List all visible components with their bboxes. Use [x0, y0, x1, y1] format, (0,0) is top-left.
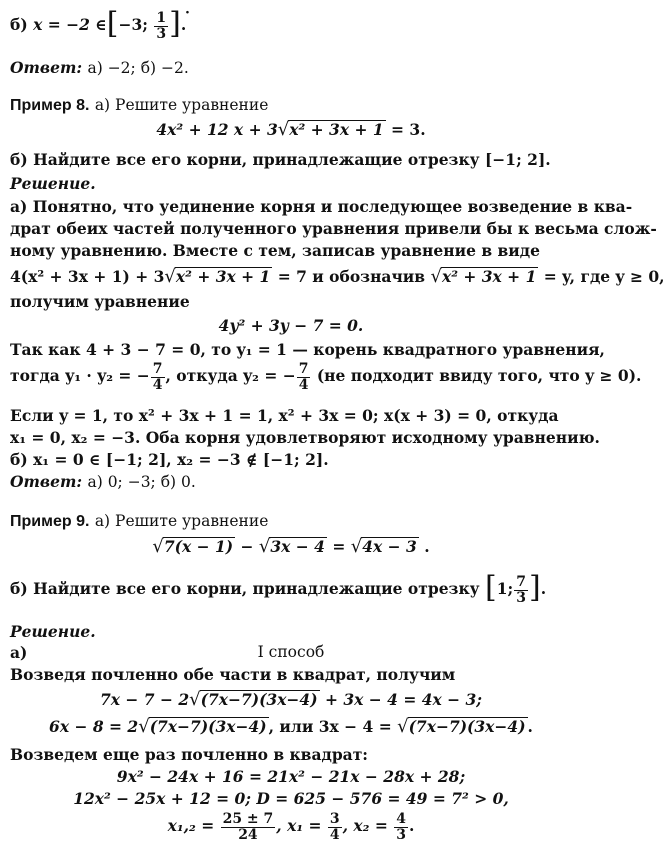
period: . [418, 537, 430, 556]
text: x₁,₂ = [167, 816, 220, 836]
numerator: 25 ± 7 [222, 811, 274, 827]
period: . [540, 579, 547, 599]
text: 6x − 8 = 2 [49, 717, 139, 736]
period: . [180, 15, 187, 35]
text: , откуда y₂ = − [165, 366, 296, 386]
para-line-3 [10, 241, 540, 260]
equals: = [326, 537, 351, 556]
solution-label: Решение. [10, 622, 96, 641]
denominator: 3 [516, 589, 526, 606]
para-line-4 [10, 266, 665, 287]
sqrt-sign: √ [277, 119, 290, 140]
answer-label: Ответ: [10, 58, 83, 77]
fraction [151, 362, 165, 392]
example-9-task-a: а) Решите уравнение [94, 512, 269, 530]
expression: x = −2 ∈ [33, 15, 107, 35]
stray-dot: · [185, 5, 190, 21]
sqrt-sign: √ [164, 266, 176, 287]
answer-line-1 [10, 58, 189, 77]
para-line-9 [10, 428, 600, 447]
step-equation-roots [0, 812, 582, 842]
solution-9-label [10, 622, 96, 641]
solution-8-label [10, 174, 96, 193]
equation-8 [0, 119, 582, 140]
text: а) Понятно, что уединение корня и последующее возведение в ква- [10, 197, 633, 216]
para-line-1 [10, 197, 632, 216]
sqrt-sign: √ [258, 536, 271, 557]
bracket-open: [ [484, 570, 497, 606]
numerator: 3 [329, 811, 340, 827]
answer-line-8 [10, 472, 196, 491]
text: Возведя почленно обе части в квадрат, получим [10, 665, 456, 684]
fraction [514, 575, 528, 605]
bracket-close: ] [169, 6, 181, 42]
answer-text: а) −2; б) −2. [87, 59, 189, 77]
text: 9x² − 24x + 16 = 21x² − 21x − 28x + 28; [116, 767, 466, 786]
text: + 3x − 4 = 4x − 3; [319, 690, 483, 709]
radicand: (7x−7)(3x−4) [149, 717, 267, 736]
para-line-2 [10, 219, 657, 238]
line-answer-b-prev [10, 6, 187, 42]
radicand: x² + 3x + 1 [441, 267, 537, 286]
denominator: 4 [298, 376, 309, 393]
solution-label: Решение. [10, 174, 96, 193]
sqrt-sign: √ [189, 689, 201, 710]
fraction-one-third [154, 11, 168, 41]
text: Так как 4 + 3 − 7 = 0, то y₁ = 1 — корень квадратного уравнения, [10, 340, 605, 359]
text: б) Найдите все его корни, принадлежащие отрезку [10, 579, 480, 599]
sqrt-sign: √ [350, 536, 363, 557]
step-line-1 [10, 665, 455, 684]
example-8-header [10, 95, 268, 115]
eq8-left: 4x² + 12 x + 3 [156, 120, 278, 139]
numerator: 4 [396, 811, 406, 827]
sqrt-sign: √ [138, 716, 150, 737]
step-equation-3 [0, 767, 582, 786]
text: , или 3x − 4 = [268, 717, 398, 736]
interval-start: −3; [118, 15, 148, 35]
radicand: (7x−7)(3x−4) [408, 717, 526, 736]
step-equation-2 [0, 716, 582, 737]
para-line-5 [10, 292, 190, 311]
text: тогда y₁ · y₂ = − [10, 366, 150, 386]
step-line-2 [10, 745, 368, 764]
text: 4(x² + 3x + 1) + 3 [10, 267, 165, 286]
step-equation-1 [0, 689, 582, 710]
radicand: 4x − 3 [362, 537, 417, 556]
equation: 4y² + 3y − 7 = 0. [218, 316, 364, 335]
fraction [221, 812, 276, 842]
label-a: а) [10, 643, 28, 662]
text: , x₁ = [276, 816, 327, 836]
eq8-radicand: x² + 3x + 1 [289, 120, 384, 139]
text: получим уравнение [10, 292, 190, 311]
numerator: 7 [152, 361, 163, 377]
bracket-open: [ [106, 6, 119, 42]
para-line-7 [10, 362, 641, 392]
text: б) x₁ = 0 ∈ [−1; 2], x₂ = −3 ∉ [−1; 2]. [10, 450, 329, 469]
denominator: 24 [238, 826, 258, 843]
minus: − [235, 537, 259, 556]
example-8-task-b [10, 150, 551, 169]
text: x₁ = 0, x₂ = −3. Оба корня удовлетворяют исходному уравнению. [10, 428, 600, 447]
sqrt-sign: √ [430, 266, 442, 287]
numerator: 1 [156, 10, 167, 26]
fraction [297, 362, 311, 392]
example-8-task-a: а) Решите уравнение [94, 96, 269, 114]
radicand: x² + 3x + 1 [175, 267, 271, 286]
example-8-title: Пример 8. [10, 97, 90, 114]
answer-label: Ответ: [10, 472, 83, 491]
radicand: (7x−7)(3x−4) [200, 690, 318, 709]
para-line-10 [10, 450, 329, 469]
text: Если y = 1, то x² + 3x + 1 = 1, x² + 3x = 0; x(x + 3) = 0, откуда [10, 406, 559, 425]
eq8-right: = 3. [385, 120, 426, 139]
method-title [0, 643, 582, 661]
radicand: 3x − 4 [270, 537, 325, 556]
step-equation-4 [0, 789, 582, 808]
text: = y, где y ≥ 0, [538, 267, 665, 286]
period: . [527, 717, 533, 736]
fraction [328, 812, 342, 842]
period: . [409, 816, 415, 836]
text: Возведем еще раз почленно в квадрат: [10, 745, 369, 764]
text: драт обеих частей полученного уравнения привели бы к весьма слож- [10, 219, 657, 238]
label-b: б) [10, 15, 28, 35]
denominator: 3 [156, 25, 167, 42]
task-b-text: б) Найдите все его корни, принадлежащие отрезку [−1; 2]. [10, 150, 551, 169]
denominator: 4 [152, 376, 163, 393]
interval-start: 1; [496, 579, 514, 599]
sqrt-sign: √ [397, 716, 409, 737]
equation-8-y [0, 316, 582, 335]
example-9-title: Пример 9. [10, 513, 90, 530]
denominator: 3 [396, 826, 406, 843]
numerator: 7 [516, 574, 526, 590]
answer-text: а) 0; −3; б) 0. [87, 473, 196, 491]
denominator: 4 [329, 826, 340, 843]
text: , x₂ = [342, 816, 394, 836]
text: = 7 и обозначив [272, 267, 431, 286]
bracket-close: ] [528, 570, 541, 606]
text: ному уравнению. Вместе с тем, записав уравнение в виде [10, 241, 540, 260]
para-line-8 [10, 406, 559, 425]
text: (не подходит ввиду того, что y ≥ 0). [311, 366, 642, 386]
text: 7x − 7 − 2 [99, 690, 190, 709]
numerator: 7 [298, 361, 309, 377]
equation-9 [0, 536, 582, 557]
example-9-task-b [10, 570, 547, 606]
example-9-header [10, 511, 268, 531]
fraction [394, 812, 408, 842]
method-title-text: I способ [257, 643, 325, 661]
sqrt-sign: √ [152, 536, 164, 557]
text: 12x² − 25x + 12 = 0; D = 625 − 576 = 49 = 7² > 0, [73, 789, 509, 808]
radicand: 7(x − 1) [163, 537, 234, 556]
para-line-6 [10, 340, 605, 359]
